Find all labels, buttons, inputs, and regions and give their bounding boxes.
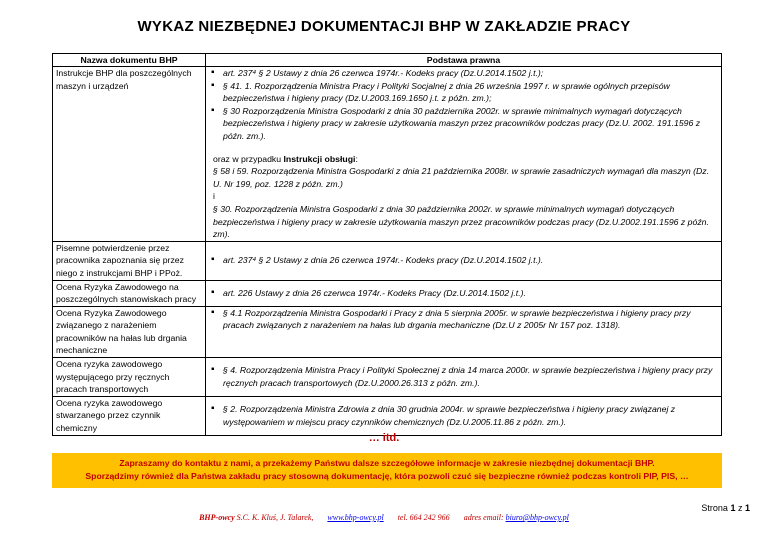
col-header-legal-basis: Podstawa prawna — [206, 54, 722, 67]
legal-reference: ▪ art. 226 Ustawy z dnia 26 czerwca 1974r.- Kodeks Pracy (Dz.U.2014.1502 j.t.). — [209, 287, 718, 300]
document-name-cell: Pisemne potwierdzenie przez pracownika zapoznania się przez niego z instrukcjami BHP i PPoż. — [53, 241, 206, 280]
footer-company — [199, 513, 313, 522]
document-name-cell: Ocena ryzyka zawodowego stwarzanego przez czynnik chemiczny — [53, 396, 206, 435]
page-total: 1 — [744, 503, 750, 513]
table-row — [53, 241, 722, 280]
legal-reference-list — [209, 67, 718, 143]
document-name-cell: Instrukcje BHP dla poszczególnych maszyn i urządzeń — [53, 67, 206, 242]
documentation-table — [52, 53, 722, 436]
extra-conjunction: i — [213, 191, 215, 202]
page-label: Strona — [701, 503, 728, 513]
legal-reference-list — [209, 287, 718, 300]
extra-reference: § 58 i 59. Rozporządzenia Ministra Gospodarki z dnia 21 października 2008r. w sprawie zasadniczych wymagań dla maszyn (Dz. U. Nr 199, poz. 1228 z późn. zm.) — [213, 166, 710, 189]
extra-intro-bold: Instrukcji obsługi — [283, 153, 356, 164]
footer-website-link[interactable]: www.bhp-owcy.pl — [327, 513, 384, 522]
extra-reference: § 30. Rozporządzenia Ministra Gospodarki z dnia 30 października 2002r. w sprawie minimalnych wymagań dotyczących bezpieczeństwa i higieny pracy w zakresie użytkowania maszyn przez pracowników podczas pracy (Dz.U.2002.191.1596 z późn. zm). — [213, 203, 709, 240]
table-header-row — [53, 54, 722, 67]
document-name-cell: Ocena Ryzyka Zawodowego związanego z narażeniem pracowników na hałas lub drgania mechaniczne — [53, 306, 206, 357]
document-title: WYKAZ NIEZBĘDNEJ DOKUMENTACJI BHP W ZAKŁADZIE PRACY — [137, 18, 631, 35]
legal-reference-list — [209, 307, 718, 332]
legal-basis-cell — [206, 306, 722, 357]
legal-basis-cell — [206, 280, 722, 306]
legal-reference: ▪ § 4. Rozporządzenia Ministra Pracy i Polityki Społecznej z dnia 14 marca 2000r. w sprawie bezpieczeństwa i higieny pracy przy ręcznych pracach transportowych (Dz.U.2000.26.313 z późn. zm.). — [209, 364, 718, 389]
contact-banner — [52, 453, 722, 488]
banner-line: Zapraszamy do kontaktu z nami, a przekażemy Państwu dalsze szczegółowe informacje w zakresie niezbędnej dokumentacji BHP. — [119, 458, 655, 468]
table-row — [53, 280, 722, 306]
footer-phone: tel. 664 242 966 — [397, 513, 450, 522]
legal-basis-cell — [206, 241, 722, 280]
legal-reference: ▪ § 41. 1. Rozporządzenia Ministra Pracy i Polityki Socjalnej z dnia 26 września 1997 r. w sprawie ogólnych przepisów bezpieczeństwa i higieny pracy (Dz.U.2003.169.1650 j.t. z późn. zm.); — [209, 80, 718, 105]
table-row — [53, 67, 722, 242]
legal-reference: ▪ § 30 Rozporządzenia Ministra Gospodarki z dnia 30 października 2002r. w sprawie minimalnych wymagań dotyczących bezpieczeństwa i higieny pracy w zakresie użytkowania maszyn przez pracowników podczas pracy (Dz.U. 2002. 191.1596 z późn. zm.). — [209, 105, 718, 143]
col-header-document-name: Nazwa dokumentu BHP — [53, 54, 206, 67]
legal-reference-list — [209, 403, 718, 428]
footer-email-label: adres email: — [463, 513, 504, 522]
legal-reference: ▪ § 2. Rozporządzenia Ministra Zdrowia z dnia 30 grudnia 2004r. w sprawie bezpieczeństwa i higieny pracy związanej z występowaniem w miejscu pracy czynników chemicznych (Dz.U.2005.11.86 z późn. zm.). — [209, 403, 718, 428]
legal-reference: ▪ art. 237⁴ § 2 Ustawy z dnia 26 czerwca 1974r.- Kodeks pracy (Dz.U.2014.1502 j.t.); — [209, 67, 718, 80]
footer-names: S.C. K. Kluś, J. Talarek, — [236, 513, 314, 522]
page-of: z — [737, 503, 743, 513]
page-current: 1 — [730, 503, 736, 513]
extra-instructions-block — [209, 153, 718, 241]
legal-reference-list — [209, 254, 718, 267]
footer-email — [464, 513, 569, 522]
banner-line: Sporządzimy również dla Państwa zakładu pracy stosowną dokumentację, która pozwoli czuć się bezpieczne również podczas kontroli PIP, PIS, … — [85, 471, 689, 481]
legal-reference-list — [209, 364, 718, 389]
legal-basis-cell — [206, 67, 722, 242]
document-name-cell: Ocena ryzyka zawodowego występującego przy ręcznych pracach transportowych — [53, 358, 206, 397]
footer-brand: BHP-owcy — [199, 513, 235, 522]
document-name-cell: Ocena Ryzyka Zawodowego na poszczególnych stanowiskach pracy — [53, 280, 206, 306]
legal-basis-cell — [206, 396, 722, 435]
footer — [0, 513, 768, 522]
table-row — [53, 358, 722, 397]
extra-intro-colon: : — [355, 153, 358, 164]
page-number — [701, 503, 750, 513]
legal-reference: ▪ § 4.1 Rozporządzenia Ministra Gospodarki i Pracy z dnia 5 sierpnia 2005r. w sprawie bezpieczeństwa i higieny pracy przy pracach związanych z narażeniem na hałas lub drgania mechaniczne (Dz.U z 2005r Nr 157 poz. 1318). — [209, 307, 718, 332]
extra-intro-line — [213, 153, 718, 166]
legal-basis-cell — [206, 358, 722, 397]
legal-reference: ▪ art. 237⁴ § 2 Ustawy z dnia 26 czerwca 1974r.- Kodeks pracy (Dz.U.2014.1502 j.t.). — [209, 254, 718, 267]
table-row — [53, 306, 722, 357]
extra-intro-text: oraz w przypadku — [213, 153, 284, 164]
footer-email-link[interactable]: biuro@bhp-owcy.pl — [505, 513, 569, 522]
table-row — [53, 396, 722, 435]
etc-marker: … itd. — [368, 432, 400, 444]
